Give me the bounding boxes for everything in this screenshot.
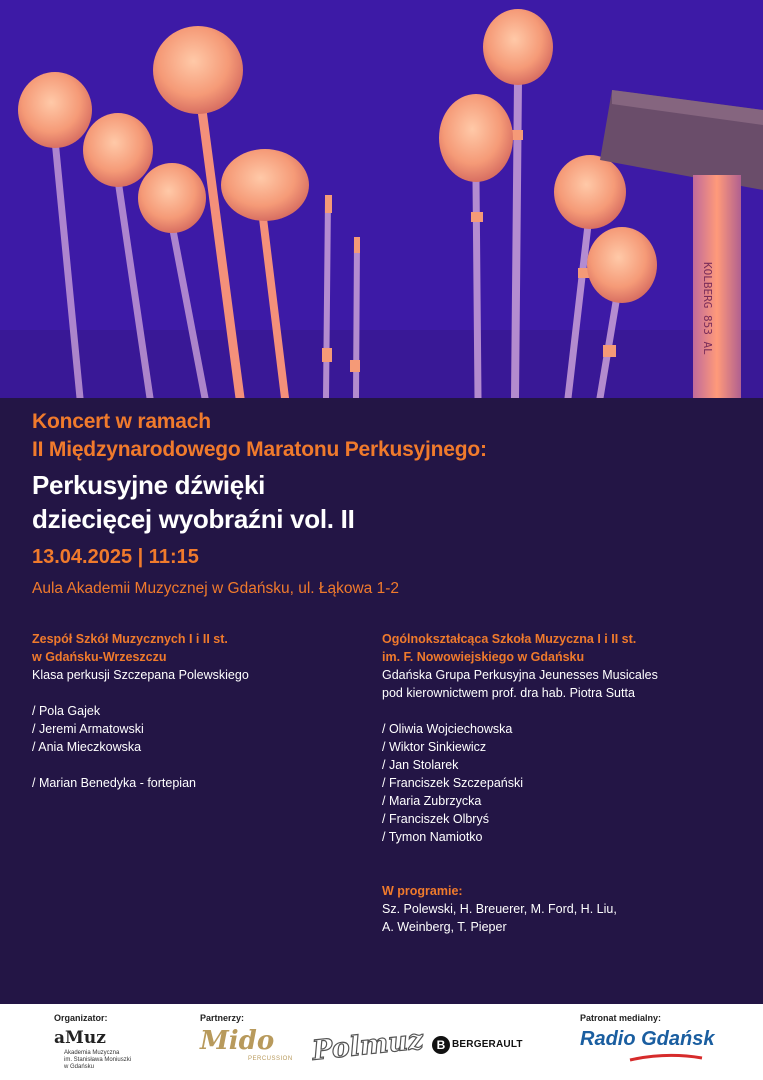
right-member: / Franciszek Olbryś: [382, 812, 489, 826]
left-member: / Jeremi Armatowski: [32, 722, 144, 736]
right-member: / Tymon Namiotko: [382, 830, 483, 844]
bergerault-b-icon: B: [432, 1036, 450, 1054]
mido-logo: Mido: [200, 1026, 275, 1056]
amuz-sub-line: w Gdańsku: [64, 1064, 95, 1070]
right-member: / Franciszek Szczepański: [382, 776, 524, 790]
event-date: 13.04.2025 | 11:15: [32, 546, 199, 568]
concert-line-1: Koncert w ramach: [32, 410, 211, 433]
right-school-line-1: Ogólnokształcąca Szkoła Muzyczna I i II st.: [382, 632, 637, 646]
title-line-1: Perkusyjne dźwięki: [32, 470, 266, 500]
amuz-logo: aMuz: [54, 1028, 106, 1048]
right-group-line-1: Gdańska Grupa Perkusyjna Jeunesses Musicales: [382, 668, 658, 682]
right-member: / Oliwia Wojciechowska: [382, 722, 513, 736]
gdansk-word: Gdańsk: [641, 1028, 715, 1050]
right-member: / Jan Stolarek: [382, 758, 459, 772]
amuz-subtitle: [64, 1050, 131, 1071]
amuz-sub-line: Akademia Muzyczna: [64, 1050, 120, 1056]
organizer-label: Organizator:: [54, 1013, 108, 1023]
event-venue: Aula Akademii Muzycznej w Gdańsku, ul. Łąkowa 1-2: [32, 580, 400, 597]
left-school-line-2: w Gdańsku-Wrzeszczu: [32, 650, 167, 664]
left-column: [32, 630, 402, 792]
radio-gdansk-swoosh: [628, 1052, 704, 1064]
bergerault-logo: BERGERAULT: [452, 1039, 523, 1050]
title-line-2: dziecięcej wyobraźni vol. II: [32, 504, 355, 534]
amuz-sub-line: im. Stanisława Moniuszki: [64, 1057, 132, 1063]
polmuz-logo: Polmuz: [310, 1024, 425, 1067]
media-label: Patronat medialny:: [580, 1013, 662, 1023]
sponsor-footer: [0, 1004, 763, 1080]
left-school-line-1: Zespół Szkół Muzycznych I i II st.: [32, 632, 228, 646]
program-label: W programie:: [382, 884, 463, 898]
radio-gdansk-logo: [580, 1028, 714, 1051]
left-member: / Ania Mieczkowska: [32, 740, 142, 754]
mido-subtitle: PERCUSSION: [248, 1056, 293, 1062]
right-member: / Maria Zubrzycka: [382, 794, 482, 808]
radio-word: Radio: [580, 1028, 636, 1050]
left-pianist: / Marian Benedyka - fortepian: [32, 776, 196, 790]
program-line-1: Sz. Polewski, H. Breuerer, M. Ford, H. Liu,: [382, 902, 617, 916]
left-class: Klasa perkusji Szczepana Polewskiego: [32, 668, 249, 682]
concert-line-2: II Międzynarodowego Maratonu Perkusyjnego:: [32, 438, 487, 461]
left-member: / Pola Gajek: [32, 704, 101, 718]
right-column: [382, 630, 752, 936]
program-line-2: A. Weinberg, T. Pieper: [382, 920, 507, 934]
partners-label: Partnerzy:: [200, 1013, 245, 1023]
right-school-line-2: im. F. Nowowiejskiego w Gdańsku: [382, 650, 585, 664]
right-group-line-2: pod kierownictwem prof. dra hab. Piotra Sutta: [382, 686, 635, 700]
svg-text:KOLBERG 853 AL: KOLBERG 853 AL: [701, 262, 714, 355]
right-member: / Wiktor Sinkiewicz: [382, 740, 487, 754]
